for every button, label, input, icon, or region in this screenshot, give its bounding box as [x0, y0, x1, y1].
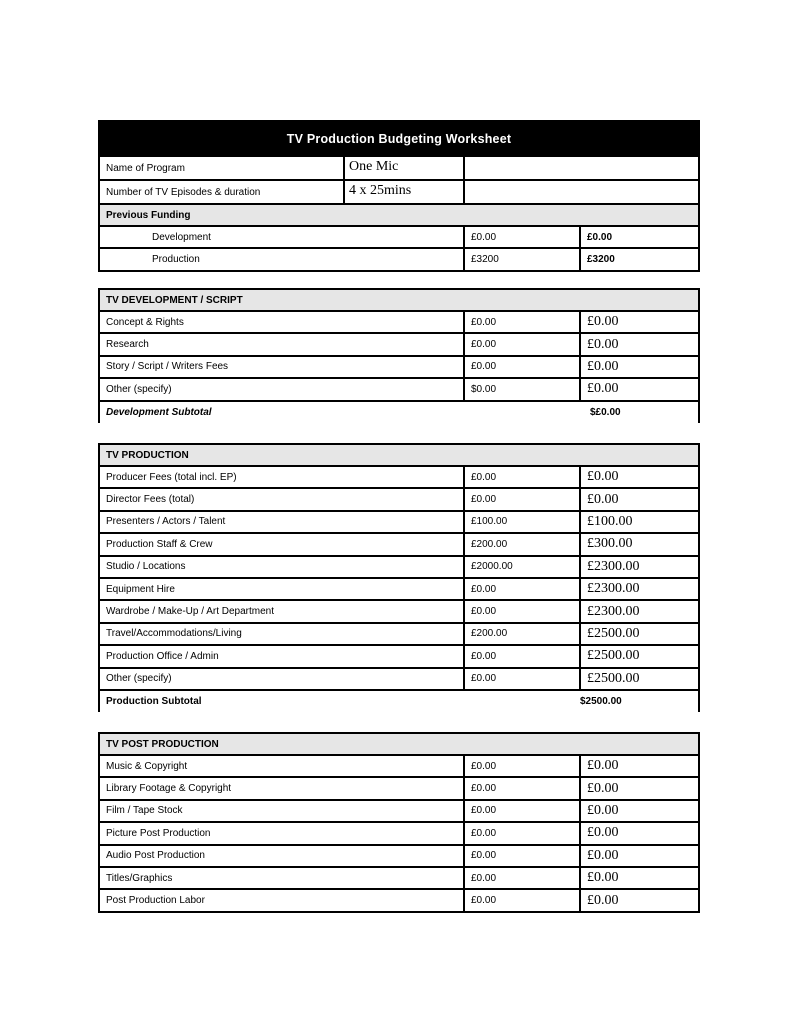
post-production-block [98, 732, 698, 913]
row-amount[interactable]: £0.00 [464, 600, 580, 622]
row-label: Producer Fees (total incl. EP) [99, 466, 464, 488]
row-running-total: £0.00 [580, 488, 699, 510]
table-row [99, 466, 699, 488]
table-row [99, 889, 699, 911]
row-running-total: £300.00 [580, 533, 699, 555]
row-label: Research [99, 333, 464, 355]
table-row [99, 822, 699, 844]
row-running-total: £0.00 [580, 311, 699, 333]
row-label: Audio Post Production [99, 845, 464, 867]
production-subtotal-value: $2500.00 [580, 690, 699, 712]
row-amount[interactable]: £0.00 [464, 226, 580, 248]
production-subtotal-label: Production Subtotal [99, 690, 464, 712]
row-label: Picture Post Production [99, 822, 464, 844]
row-label: Music & Copyright [99, 755, 464, 777]
row-amount[interactable]: £0.00 [464, 845, 580, 867]
row-amount[interactable]: £0.00 [464, 800, 580, 822]
table-row [99, 800, 699, 822]
row-amount[interactable]: £0.00 [464, 777, 580, 799]
production-header: TV PRODUCTION [99, 444, 699, 466]
row-label: Travel/Accommodations/Living [99, 623, 464, 645]
table-row [99, 248, 699, 270]
row-total: £0.00 [580, 226, 699, 248]
row-running-total: £0.00 [580, 466, 699, 488]
table-row [99, 867, 699, 889]
table-row [99, 777, 699, 799]
row-label: Production [99, 248, 464, 270]
worksheet-title: TV Production Budgeting Worksheet [99, 121, 699, 156]
table-row [99, 333, 699, 355]
row-running-total: £2300.00 [580, 556, 699, 578]
episodes-label: Number of TV Episodes & duration [99, 180, 464, 204]
table-row [99, 755, 699, 777]
row-amount[interactable]: £3200 [464, 248, 580, 270]
table-row [99, 556, 699, 578]
row-running-total: £0.00 [580, 889, 699, 911]
row-running-total: £0.00 [580, 356, 699, 378]
row-label: Other (specify) [99, 668, 464, 690]
table-row [99, 226, 699, 248]
program-name-value[interactable]: One Mic [464, 156, 699, 180]
table-row [99, 578, 699, 600]
row-label: Production Staff & Crew [99, 533, 464, 555]
table-row [99, 311, 699, 333]
row-running-total: £2500.00 [580, 668, 699, 690]
table-row [99, 645, 699, 667]
worksheet-header-block [98, 120, 698, 272]
row-running-total: £0.00 [580, 822, 699, 844]
post-production-header: TV POST PRODUCTION [99, 733, 699, 755]
row-label: Presenters / Actors / Talent [99, 511, 464, 533]
row-label: Equipment Hire [99, 578, 464, 600]
row-label: Wardrobe / Make-Up / Art Department [99, 600, 464, 622]
row-running-total: £0.00 [580, 845, 699, 867]
row-label: Other (specify) [99, 378, 464, 400]
row-amount[interactable]: £200.00 [464, 623, 580, 645]
row-amount[interactable]: £200.00 [464, 533, 580, 555]
development-block [98, 288, 698, 423]
row-amount[interactable]: £0.00 [464, 578, 580, 600]
row-amount[interactable]: £0.00 [464, 755, 580, 777]
row-running-total: £0.00 [580, 777, 699, 799]
row-running-total: £0.00 [580, 867, 699, 889]
table-row [99, 378, 699, 400]
table-row [99, 511, 699, 533]
episodes-value[interactable]: 4 x 25mins [464, 180, 699, 204]
row-running-total: £2500.00 [580, 623, 699, 645]
row-running-total: £0.00 [580, 378, 699, 400]
row-label: Story / Script / Writers Fees [99, 356, 464, 378]
row-amount[interactable]: £0.00 [464, 668, 580, 690]
row-running-total: £2500.00 [580, 645, 699, 667]
table-row [99, 623, 699, 645]
row-label: Concept & Rights [99, 311, 464, 333]
row-amount[interactable]: £0.00 [464, 822, 580, 844]
table-row [99, 668, 699, 690]
row-amount[interactable]: £0.00 [464, 333, 580, 355]
development-subtotal-value: $£0.00 [580, 401, 699, 423]
row-amount[interactable]: £0.00 [464, 356, 580, 378]
table-row [99, 845, 699, 867]
row-amount[interactable]: £100.00 [464, 511, 580, 533]
row-running-total: £0.00 [580, 800, 699, 822]
row-total: £3200 [580, 248, 699, 270]
row-running-total: £2300.00 [580, 600, 699, 622]
row-label: Director Fees (total) [99, 488, 464, 510]
program-name-label: Name of Program [99, 156, 464, 180]
row-amount[interactable]: £0.00 [464, 889, 580, 911]
row-amount[interactable]: £0.00 [464, 466, 580, 488]
row-amount[interactable]: £0.00 [464, 645, 580, 667]
row-label: Film / Tape Stock [99, 800, 464, 822]
row-amount[interactable]: £0.00 [464, 488, 580, 510]
row-amount[interactable]: £2000.00 [464, 556, 580, 578]
table-row [99, 600, 699, 622]
row-label: Library Footage & Copyright [99, 777, 464, 799]
row-label: Production Office / Admin [99, 645, 464, 667]
row-amount[interactable]: £0.00 [464, 867, 580, 889]
row-running-total: £0.00 [580, 755, 699, 777]
row-label: Studio / Locations [99, 556, 464, 578]
row-amount[interactable]: £0.00 [464, 311, 580, 333]
row-label: Titles/Graphics [99, 867, 464, 889]
table-row [99, 533, 699, 555]
row-amount[interactable]: $0.00 [464, 378, 580, 400]
row-running-total: £2300.00 [580, 578, 699, 600]
table-row [99, 356, 699, 378]
row-running-total: £100.00 [580, 511, 699, 533]
table-row [99, 488, 699, 510]
row-label: Post Production Labor [99, 889, 464, 911]
row-running-total: £0.00 [580, 333, 699, 355]
previous-funding-header: Previous Funding [99, 204, 699, 226]
row-label: Development [99, 226, 464, 248]
production-block [98, 443, 698, 712]
development-header: TV DEVELOPMENT / SCRIPT [99, 289, 699, 311]
development-subtotal-label: Development Subtotal [99, 401, 464, 423]
